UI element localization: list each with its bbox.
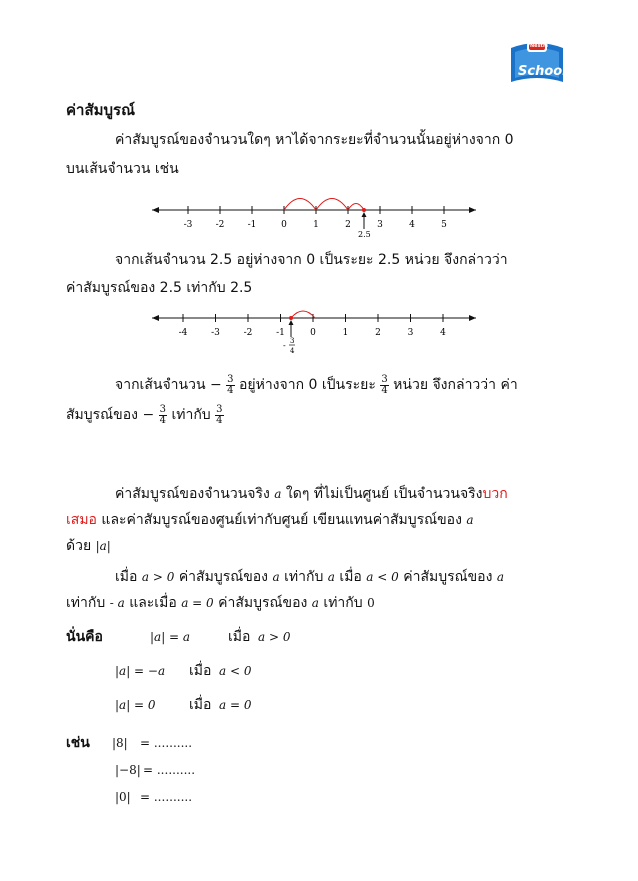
cases-label: นั่นคือ xyxy=(66,629,103,645)
logo-brand: Nestlé xyxy=(530,43,549,49)
example2-frac-4 xyxy=(215,405,223,426)
def-text-3: และค่าสัมบูรณ์ของศูนย์เท่ากับศูนย์ เขียนแทนค่าสัมบูรณ์ของ xyxy=(101,512,462,528)
tick-label: 1 xyxy=(342,328,349,338)
tick-label: -2 xyxy=(215,220,225,230)
tick-label: -3 xyxy=(183,220,193,230)
case-cond: a = 0 xyxy=(219,698,252,712)
rule-neg-a: - a xyxy=(109,596,125,610)
nl2-marker-num: 3 xyxy=(290,337,295,345)
example2-frac-3 xyxy=(159,405,167,426)
rule-abs-of-2: ค่าสัมบูรณ์ของ xyxy=(403,569,493,585)
case-when: เมื่อ xyxy=(228,629,251,645)
tick-label: 4 xyxy=(440,328,446,338)
tick-label: -1 xyxy=(276,328,285,338)
example2-frac-2 xyxy=(380,375,388,396)
rule-when: เมื่อ xyxy=(115,569,138,585)
def-text-1: ค่าสัมบูรณ์ของจำนวนจริง xyxy=(115,486,270,502)
frac-den: 4 xyxy=(216,414,223,426)
def-abs-a: |a| xyxy=(95,539,111,553)
rule-a-4: a xyxy=(311,596,319,610)
rule-line-2 xyxy=(66,594,375,612)
frac-num: 3 xyxy=(216,403,223,415)
example2-text-c: หน่วย จึงกล่าวว่า ค่า xyxy=(393,377,518,393)
number-line-1 xyxy=(150,185,480,240)
case-cond: a < 0 xyxy=(219,664,252,678)
tick-label: 2 xyxy=(345,220,351,230)
rule-a-2: a xyxy=(327,570,335,584)
tick-label: -3 xyxy=(211,328,220,338)
exercise-blank[interactable]: = .......... xyxy=(140,790,193,804)
definition-line-1 xyxy=(115,485,508,503)
rule-a-3: a xyxy=(496,570,505,584)
example2-frac-1 xyxy=(226,375,234,396)
rule-a: a xyxy=(272,570,280,584)
rule-a-gt-0: a > 0 xyxy=(141,570,175,584)
exercise-expr: |8| xyxy=(112,736,128,750)
frac-num: 3 xyxy=(227,373,234,385)
example2-text-b: อยู่ห่างจาก 0 เป็นระยะ xyxy=(238,377,376,393)
nl2-marker-den: 4 xyxy=(290,347,295,355)
tick-label: 3 xyxy=(407,328,414,338)
tick-label: 1 xyxy=(313,220,319,230)
rule-and-when: และเมื่อ xyxy=(129,595,177,611)
nestle-school-logo xyxy=(507,36,567,92)
page-title: ค่าสัมบูรณ์ xyxy=(66,101,135,119)
tick-label: 0 xyxy=(310,328,316,338)
rule-equals-3: เท่ากับ xyxy=(323,595,363,611)
example2-minus: − xyxy=(209,377,222,393)
example1-line-1: จากเส้นจำนวน 2.5 อยู่ห่างจาก 0 เป็นระยะ 2.5 หน่วย จึงกล่าวว่า xyxy=(115,252,508,268)
tick-label: 3 xyxy=(377,220,383,230)
nl2-point xyxy=(289,316,293,320)
def-text-2: ใดๆ ที่ไม่เป็นศูนย์ เป็นจำนวนจริง xyxy=(285,486,483,502)
exercise-expr: |0| xyxy=(115,790,131,804)
tick-label: 4 xyxy=(409,220,415,230)
example2-text-a: จากเส้นจำนวน xyxy=(115,377,206,393)
example1-line-2: ค่าสัมบูรณ์ของ 2.5 เท่ากับ 2.5 xyxy=(66,280,253,296)
frac-num: 3 xyxy=(381,373,388,385)
tick-label: 0 xyxy=(281,220,287,230)
def-red-2: เสมอ xyxy=(66,512,97,528)
exercise-blank[interactable]: = .......... xyxy=(143,763,196,777)
case-expr: |a| = 0 xyxy=(115,698,156,712)
nl2-marker-sign: - xyxy=(283,341,286,350)
example2-text-e: เท่ากับ xyxy=(171,407,211,423)
frac-den: 4 xyxy=(159,414,166,426)
rule-abs-of: ค่าสัมบูรณ์ของ xyxy=(178,569,269,585)
case-expr: |a| = a xyxy=(150,630,191,644)
exercise-blank[interactable]: = .......... xyxy=(140,736,193,750)
case-cond: a > 0 xyxy=(258,630,291,644)
definition-line-3 xyxy=(66,537,111,555)
tick-label: -1 xyxy=(247,220,257,230)
frac-den: 4 xyxy=(227,384,234,396)
rule-zero: 0 xyxy=(367,596,375,610)
case-expr: |a| = −a xyxy=(115,664,166,678)
example2-text-d: สัมบูรณ์ของ xyxy=(66,407,138,423)
nl1-point xyxy=(362,208,366,212)
rule-equals-2: เท่ากับ xyxy=(66,595,106,611)
tick-label: 2 xyxy=(375,328,381,338)
definition-line-2 xyxy=(66,511,474,529)
case-when: เมื่อ xyxy=(189,697,212,713)
example2-line-2 xyxy=(66,400,224,430)
number-line-2 xyxy=(150,302,480,362)
rule-abs-of-3: ค่าสัมบูรณ์ของ xyxy=(218,595,308,611)
def-var-2: a xyxy=(466,513,474,527)
exercise-expr: |−8| xyxy=(115,763,141,777)
tick-label: -4 xyxy=(178,328,188,338)
tick-label: -2 xyxy=(243,328,253,338)
intro-line-1: ค่าสัมบูรณ์ของจำนวนใดๆ หาได้จากระยะที่จำนวนนั้นอยู่ห่างจาก 0 xyxy=(115,132,514,148)
exercise-label: เช่น xyxy=(66,735,90,751)
nl1-marker-label: 2.5 xyxy=(358,230,371,239)
tick-label: 5 xyxy=(441,220,447,230)
def-red-1: บวก xyxy=(482,486,508,502)
def-text-4: ด้วย xyxy=(66,538,92,554)
rule-a-lt-0: a < 0 xyxy=(366,570,399,584)
logo-label: School xyxy=(518,64,567,79)
frac-num: 3 xyxy=(159,403,166,415)
case-when: เมื่อ xyxy=(189,663,212,679)
rule-line-1 xyxy=(115,568,504,586)
rule-equals: เท่ากับ xyxy=(284,569,324,585)
rule-a-eq-0: a = 0 xyxy=(181,596,214,610)
def-var: a xyxy=(274,487,282,501)
frac-den: 4 xyxy=(381,384,388,396)
rule-when-2: เมื่อ xyxy=(339,569,362,585)
example2-minus-2: − xyxy=(142,407,155,423)
intro-line-2: บนเส้นจำนวน เช่น xyxy=(66,161,179,177)
example2-line-1 xyxy=(115,370,518,400)
